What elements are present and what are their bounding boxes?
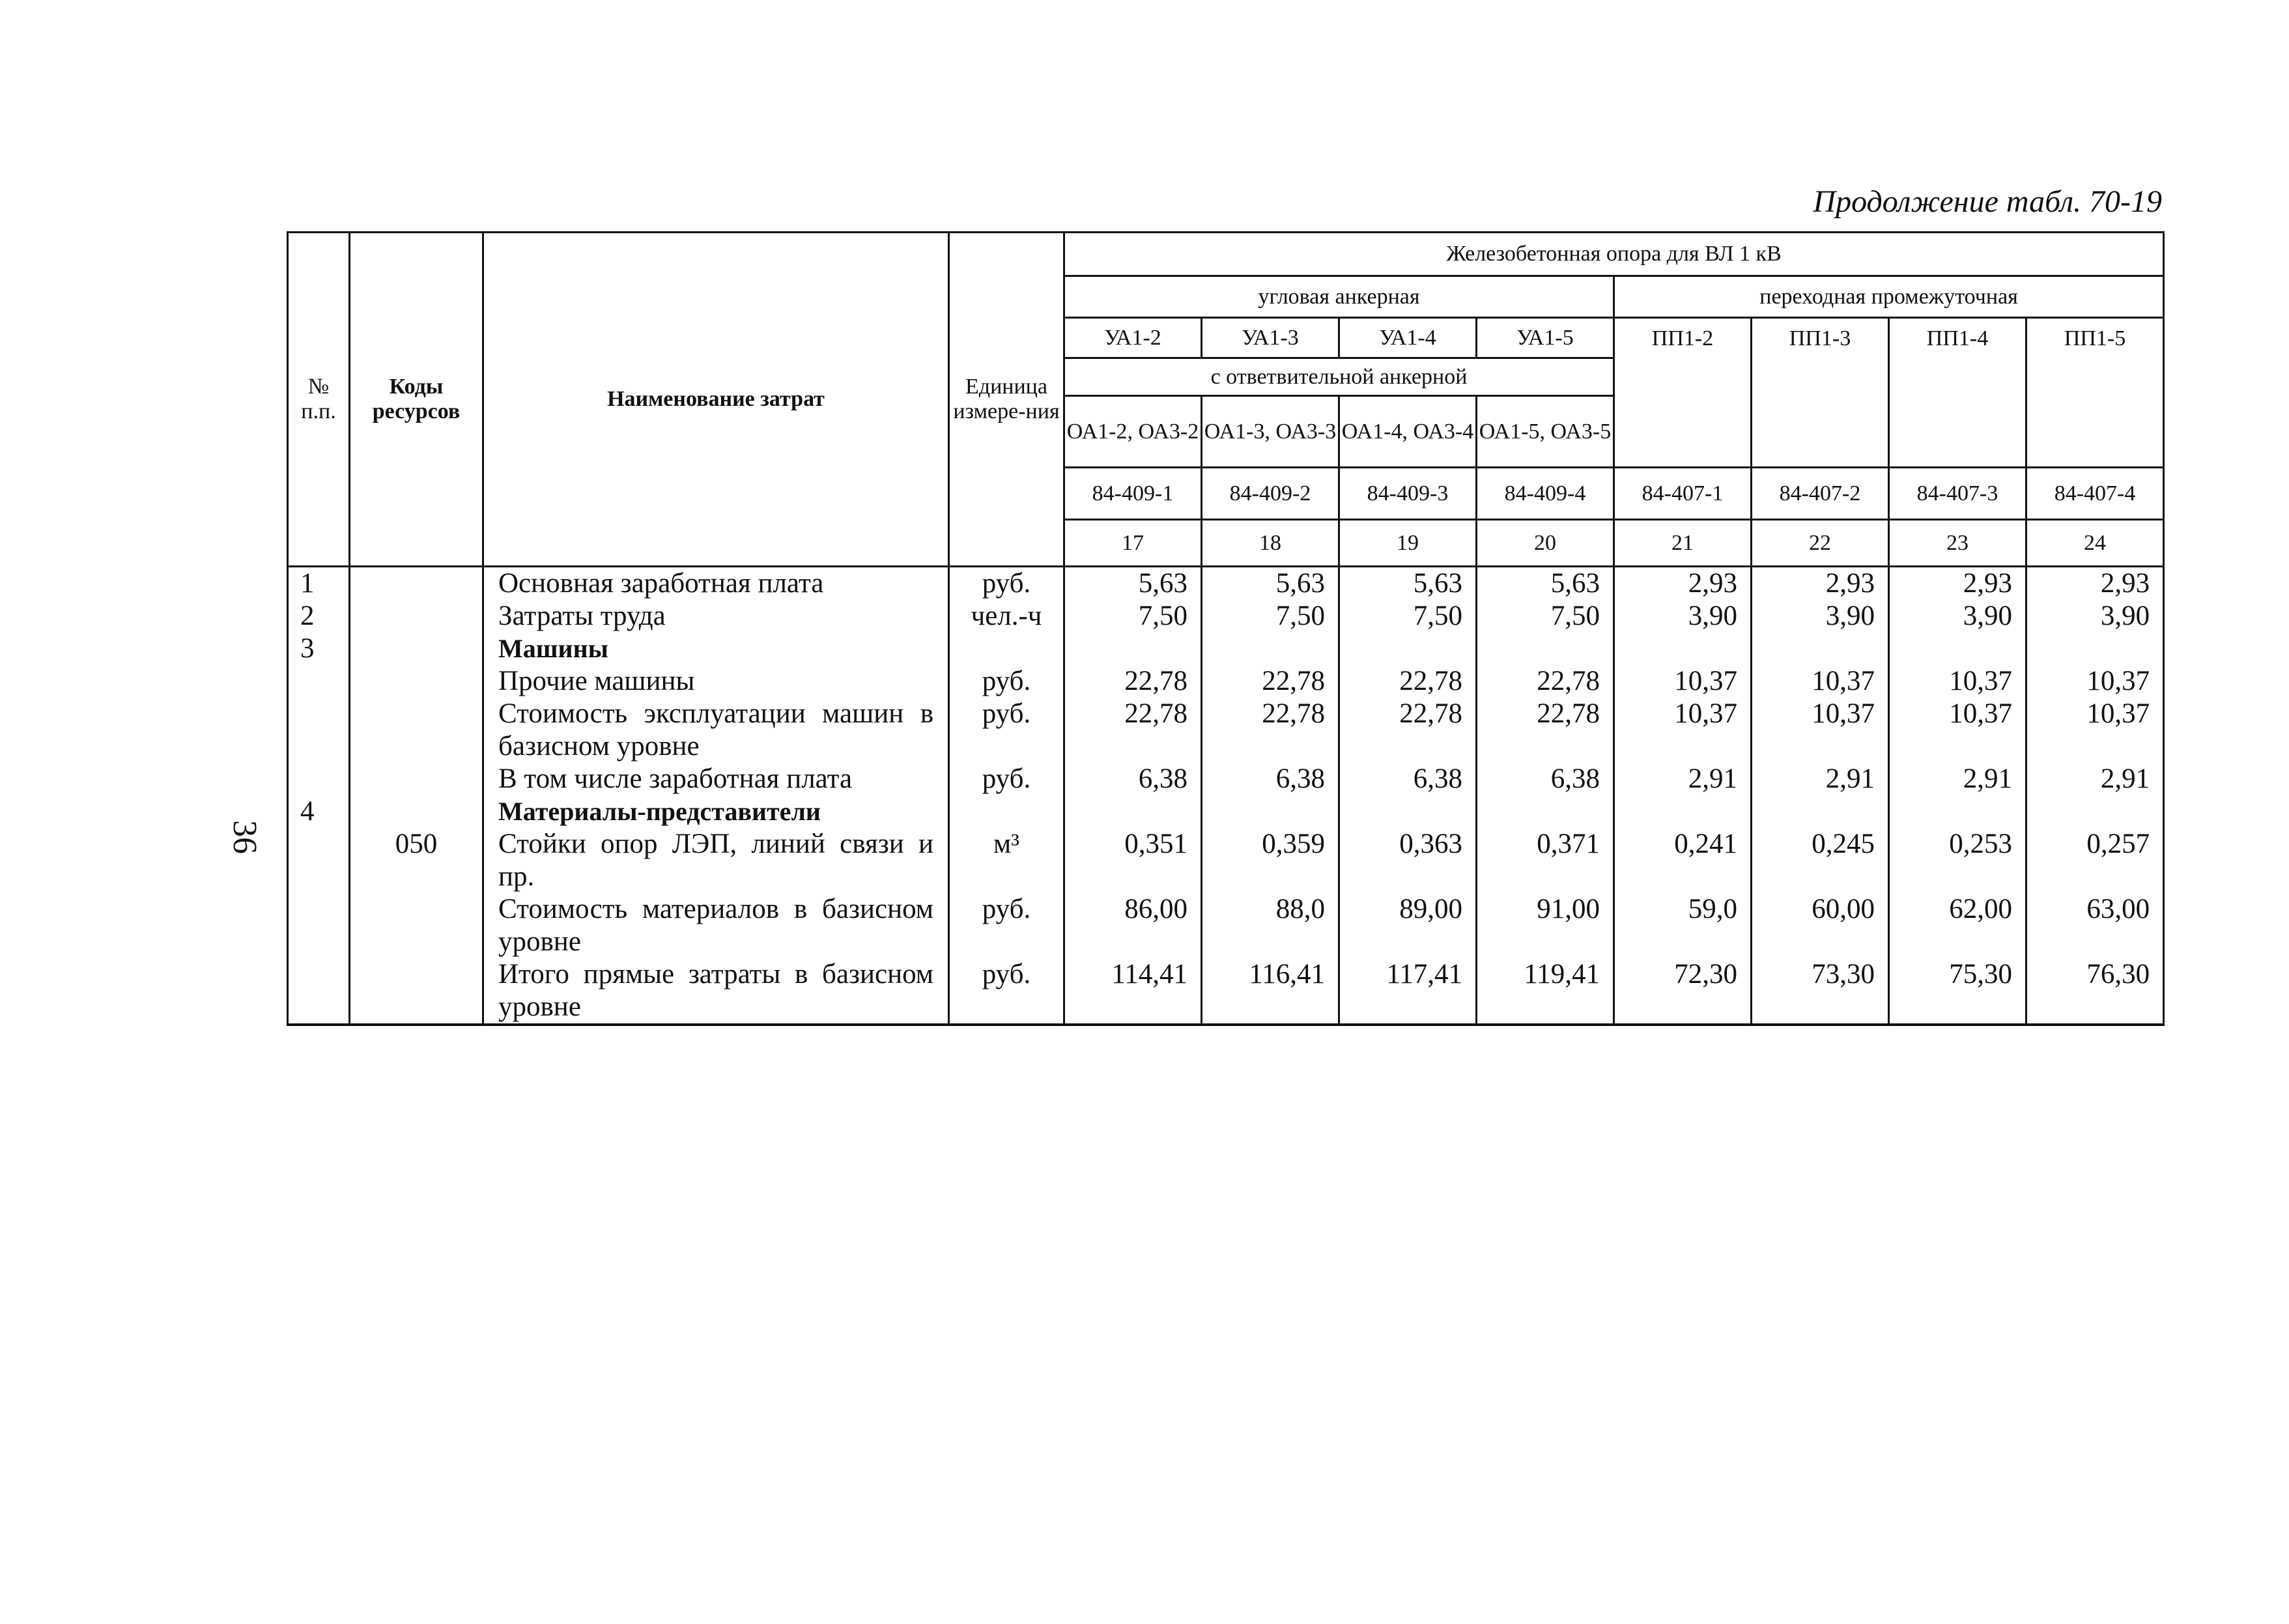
cost-name: Затраты труда	[483, 600, 949, 633]
page-number: 36	[226, 820, 263, 854]
row-number	[288, 958, 350, 1025]
cost-value: 5,63	[1339, 567, 1477, 601]
header-unit: Единица измере-ния	[949, 233, 1064, 567]
unit: руб.	[949, 893, 1064, 958]
header-index: 21	[1614, 520, 1752, 567]
header-index: 20	[1477, 520, 1614, 567]
cost-value	[1889, 633, 2026, 665]
cost-value: 22,78	[1202, 665, 1339, 698]
resource-code	[350, 600, 483, 633]
header-code: 84-407-4	[2026, 468, 2164, 520]
cost-value: 62,00	[1889, 893, 2026, 958]
header-type: УА1-2	[1064, 318, 1202, 358]
cost-value: 7,50	[1339, 600, 1477, 633]
cost-name: Итого прямые затраты в базисном уровне	[483, 958, 949, 1025]
resource-code	[350, 795, 483, 828]
cost-value: 22,78	[1064, 665, 1202, 698]
header-type: ПП1-5	[2026, 318, 2164, 468]
cost-value: 6,38	[1339, 763, 1477, 795]
cost-name: Стоимость эксплуатации машин в базисном уровне	[483, 698, 949, 763]
cost-value: 75,30	[1889, 958, 2026, 1025]
header-subgroup-angular: угловая анкерная	[1064, 276, 1614, 318]
row-number	[288, 698, 350, 763]
cost-value: 0,245	[1752, 828, 1889, 893]
header-oa-type: ОА1-5, ОА3-5	[1477, 396, 1614, 468]
cost-value	[1477, 633, 1614, 665]
cost-value: 116,41	[1202, 958, 1339, 1025]
header-num: № п.п.	[288, 233, 350, 567]
cost-value: 86,00	[1064, 893, 1202, 958]
cost-value: 5,63	[1202, 567, 1339, 601]
table-row	[288, 567, 2164, 601]
header-code: 84-409-4	[1477, 468, 1614, 520]
header-codes: Коды ресурсов	[350, 233, 483, 567]
cost-value: 10,37	[1614, 665, 1752, 698]
cost-value: 3,90	[1614, 600, 1752, 633]
header-index: 17	[1064, 520, 1202, 567]
cost-name: Основная заработная плата	[483, 567, 949, 601]
header-code: 84-407-2	[1752, 468, 1889, 520]
row-number	[288, 893, 350, 958]
cost-value: 22,78	[1339, 665, 1477, 698]
cost-name: Прочие машины	[483, 665, 949, 698]
header-group-title: Железобетонная опора для ВЛ 1 кВ	[1064, 233, 2164, 276]
header-sub-branch: с ответвительной анкерной	[1064, 358, 1614, 396]
header-oa-type: ОА1-3, ОА3-3	[1202, 396, 1339, 468]
cost-value: 3,90	[2026, 600, 2164, 633]
table-body	[288, 567, 2164, 1025]
table-row	[288, 795, 2164, 828]
cost-value: 0,241	[1614, 828, 1752, 893]
unit	[949, 633, 1064, 665]
cost-value: 22,78	[1064, 698, 1202, 763]
header-type: ПП1-3	[1752, 318, 1889, 468]
row-number	[288, 763, 350, 795]
header-oa-type: ОА1-4, ОА3-4	[1339, 396, 1477, 468]
header-type: УА1-5	[1477, 318, 1614, 358]
cost-value: 6,38	[1477, 763, 1614, 795]
table-row	[288, 958, 2164, 1025]
cost-value: 10,37	[1752, 665, 1889, 698]
header-type: ПП1-2	[1614, 318, 1752, 468]
unit: руб.	[949, 698, 1064, 763]
cost-value	[2026, 795, 2164, 828]
row-number: 3	[288, 633, 350, 665]
cost-name: В том числе заработная плата	[483, 763, 949, 795]
cost-value: 0,371	[1477, 828, 1614, 893]
cost-table	[287, 231, 2165, 1026]
row-number	[288, 828, 350, 893]
cost-value: 0,257	[2026, 828, 2164, 893]
resource-code	[350, 893, 483, 958]
cost-value: 119,41	[1477, 958, 1614, 1025]
cost-value: 73,30	[1752, 958, 1889, 1025]
cost-value: 2,91	[1752, 763, 1889, 795]
cost-value: 91,00	[1477, 893, 1614, 958]
table-row	[288, 633, 2164, 665]
cost-value: 2,91	[2026, 763, 2164, 795]
header-index: 23	[1889, 520, 2026, 567]
row-number: 2	[288, 600, 350, 633]
header-index: 22	[1752, 520, 1889, 567]
cost-value	[1477, 795, 1614, 828]
cost-value: 2,93	[1614, 567, 1752, 601]
header-oa-type: ОА1-2, ОА3-2	[1064, 396, 1202, 468]
cost-value: 5,63	[1064, 567, 1202, 601]
cost-value: 22,78	[1477, 665, 1614, 698]
row-number	[288, 665, 350, 698]
table-row	[288, 763, 2164, 795]
cost-value: 10,37	[1889, 698, 2026, 763]
resource-code	[350, 763, 483, 795]
cost-value: 2,91	[1614, 763, 1752, 795]
header-name: Наименование затрат	[483, 233, 949, 567]
cost-value: 60,00	[1752, 893, 1889, 958]
cost-value: 88,0	[1202, 893, 1339, 958]
table-row	[288, 665, 2164, 698]
cost-value: 59,0	[1614, 893, 1752, 958]
table-header	[288, 233, 2164, 567]
row-number: 4	[288, 795, 350, 828]
cost-value: 0,359	[1202, 828, 1339, 893]
header-code: 84-409-3	[1339, 468, 1477, 520]
resource-code	[350, 665, 483, 698]
table-row	[288, 600, 2164, 633]
cost-value: 22,78	[1477, 698, 1614, 763]
cost-value: 7,50	[1202, 600, 1339, 633]
table-row	[288, 893, 2164, 958]
cost-name: Машины	[483, 633, 949, 665]
cost-value	[1064, 633, 1202, 665]
resource-code	[350, 567, 483, 601]
cost-value: 7,50	[1064, 600, 1202, 633]
resource-code	[350, 958, 483, 1025]
resource-code	[350, 698, 483, 763]
unit: руб.	[949, 958, 1064, 1025]
unit: руб.	[949, 665, 1064, 698]
table-row	[288, 698, 2164, 763]
resource-code: 050	[350, 828, 483, 893]
cost-value: 10,37	[2026, 698, 2164, 763]
header-type: УА1-3	[1202, 318, 1339, 358]
header-type: УА1-4	[1339, 318, 1477, 358]
cost-value: 0,253	[1889, 828, 2026, 893]
header-type: ПП1-4	[1889, 318, 2026, 468]
cost-value: 0,351	[1064, 828, 1202, 893]
cost-value: 72,30	[1614, 958, 1752, 1025]
cost-value: 3,90	[1889, 600, 2026, 633]
cost-value: 22,78	[1202, 698, 1339, 763]
cost-value: 6,38	[1202, 763, 1339, 795]
cost-value	[1752, 633, 1889, 665]
cost-value: 10,37	[1614, 698, 1752, 763]
unit: руб.	[949, 567, 1064, 601]
cost-value: 2,91	[1889, 763, 2026, 795]
cost-name: Стоимость материалов в базисном уровне	[483, 893, 949, 958]
cost-value: 3,90	[1752, 600, 1889, 633]
cost-name: Материалы-представители	[483, 795, 949, 828]
cost-value: 10,37	[1752, 698, 1889, 763]
table-row	[288, 828, 2164, 893]
cost-value	[2026, 633, 2164, 665]
cost-value	[1202, 795, 1339, 828]
unit: м³	[949, 828, 1064, 893]
header-index: 19	[1339, 520, 1477, 567]
table-caption: Продолжение табл. 70-19	[1813, 184, 2162, 219]
cost-value	[1614, 795, 1752, 828]
header-index: 18	[1202, 520, 1339, 567]
header-code: 84-407-1	[1614, 468, 1752, 520]
cost-value: 117,41	[1339, 958, 1477, 1025]
cost-value	[1202, 633, 1339, 665]
cost-value: 10,37	[1889, 665, 2026, 698]
cost-name: Стойки опор ЛЭП, линий связи и пр.	[483, 828, 949, 893]
header-code: 84-409-1	[1064, 468, 1202, 520]
resource-code	[350, 633, 483, 665]
cost-value: 114,41	[1064, 958, 1202, 1025]
header-code: 84-409-2	[1202, 468, 1339, 520]
cost-value: 63,00	[2026, 893, 2164, 958]
cost-value: 2,93	[2026, 567, 2164, 601]
cost-value	[1064, 795, 1202, 828]
cost-value: 2,93	[1889, 567, 2026, 601]
header-index: 24	[2026, 520, 2164, 567]
cost-value: 0,363	[1339, 828, 1477, 893]
cost-value: 2,93	[1752, 567, 1889, 601]
cost-value	[1339, 795, 1477, 828]
cost-value: 6,38	[1064, 763, 1202, 795]
cost-value: 5,63	[1477, 567, 1614, 601]
cost-value: 76,30	[2026, 958, 2164, 1025]
cost-value: 10,37	[2026, 665, 2164, 698]
cost-value	[1752, 795, 1889, 828]
unit	[949, 795, 1064, 828]
unit: чел.-ч	[949, 600, 1064, 633]
header-code: 84-407-3	[1889, 468, 2026, 520]
cost-value	[1614, 633, 1752, 665]
cost-value: 7,50	[1477, 600, 1614, 633]
unit: руб.	[949, 763, 1064, 795]
cost-value: 22,78	[1339, 698, 1477, 763]
row-number: 1	[288, 567, 350, 601]
cost-value: 89,00	[1339, 893, 1477, 958]
header-subgroup-transition: переходная промежуточная	[1614, 276, 2164, 318]
cost-value	[1339, 633, 1477, 665]
cost-value	[1889, 795, 2026, 828]
